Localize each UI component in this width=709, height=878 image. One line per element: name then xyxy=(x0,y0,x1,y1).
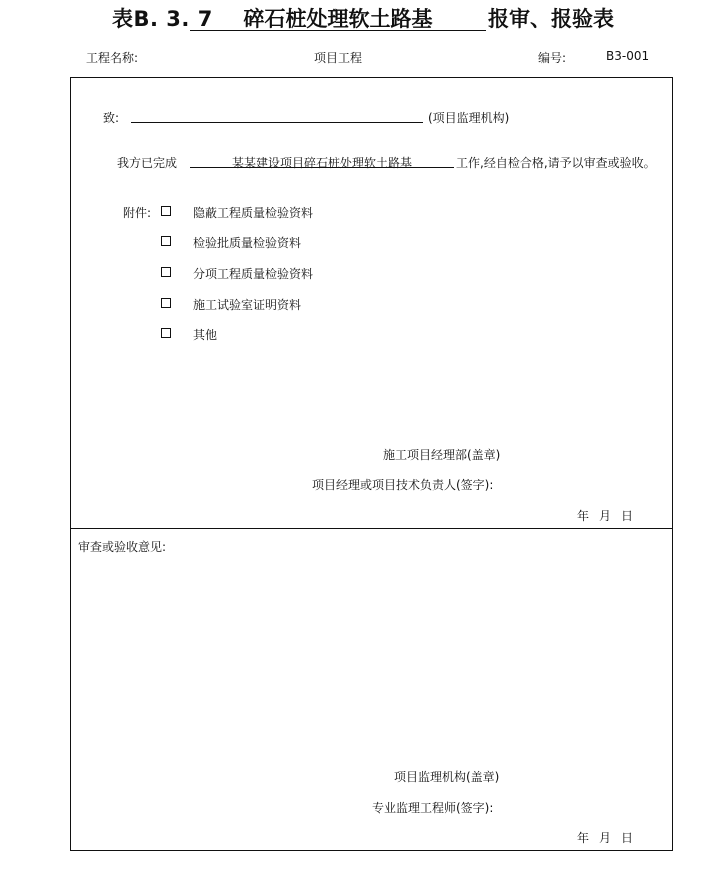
to-label: 致: xyxy=(103,111,120,125)
review-date-year: 年 xyxy=(577,831,590,845)
review-date-day: 日 xyxy=(621,831,634,845)
attachment-label-hidden-works: 隐蔽工程质量检验资料 xyxy=(193,206,314,220)
attachment-checkbox-hidden-works[interactable] xyxy=(161,206,171,216)
project-name-label: 工程名称: xyxy=(86,51,139,65)
form-box xyxy=(70,77,673,851)
attachments-label: 附件: xyxy=(123,206,152,220)
attachment-label-inspection-lot: 检验批质量检验资料 xyxy=(193,236,302,250)
done-suffix: 工作,经自检合格,请予以审查或验收。 xyxy=(456,156,656,170)
contractor-date-year: 年 xyxy=(577,509,590,523)
code-label: 编号: xyxy=(538,51,567,65)
supervision-seal-label: 项目监理机构(盖章) xyxy=(394,770,500,784)
done-work-underline xyxy=(190,167,454,168)
attachment-label-other: 其他 xyxy=(193,328,218,342)
done-label: 我方已完成 xyxy=(117,156,178,170)
project-name-value: 项目工程 xyxy=(314,51,363,65)
code-value: B3-001 xyxy=(606,49,650,63)
contractor-date-day: 日 xyxy=(621,509,634,523)
attachment-checkbox-inspection-lot[interactable] xyxy=(161,236,171,246)
title-underline xyxy=(190,30,486,31)
done-work-value[interactable]: 某某建设项目碎石桩处理软土路基 xyxy=(231,156,412,170)
dept-seal-label: 施工项目经理部(盖章) xyxy=(383,448,501,462)
title-name: 碎石桩处理软土路基 xyxy=(243,7,433,31)
attachment-checkbox-sub-item[interactable] xyxy=(161,267,171,277)
section-divider xyxy=(70,528,673,529)
manager-sign-label: 项目经理或项目技术负责人(签字): xyxy=(312,478,494,492)
attachment-label-sub-item: 分项工程质量检验资料 xyxy=(193,267,314,281)
title-suffix: 报审、报验表 xyxy=(488,7,614,31)
review-date xyxy=(577,829,633,846)
attachment-checkbox-other[interactable] xyxy=(161,328,171,338)
to-suffix: (项目监理机构) xyxy=(428,111,510,125)
review-opinion-label: 审查或验收意见: xyxy=(78,540,167,554)
attachment-label-lab-certificate: 施工试验室证明资料 xyxy=(193,298,302,312)
engineer-sign-label: 专业监理工程师(签字): xyxy=(372,801,494,815)
to-blank-line[interactable] xyxy=(131,122,423,123)
contractor-date xyxy=(577,507,633,524)
attachment-checkbox-lab-certificate[interactable] xyxy=(161,298,171,308)
review-date-month: 月 xyxy=(599,831,612,845)
contractor-date-month: 月 xyxy=(599,509,612,523)
title-prefix: 表B. 3. 7 xyxy=(112,7,213,31)
